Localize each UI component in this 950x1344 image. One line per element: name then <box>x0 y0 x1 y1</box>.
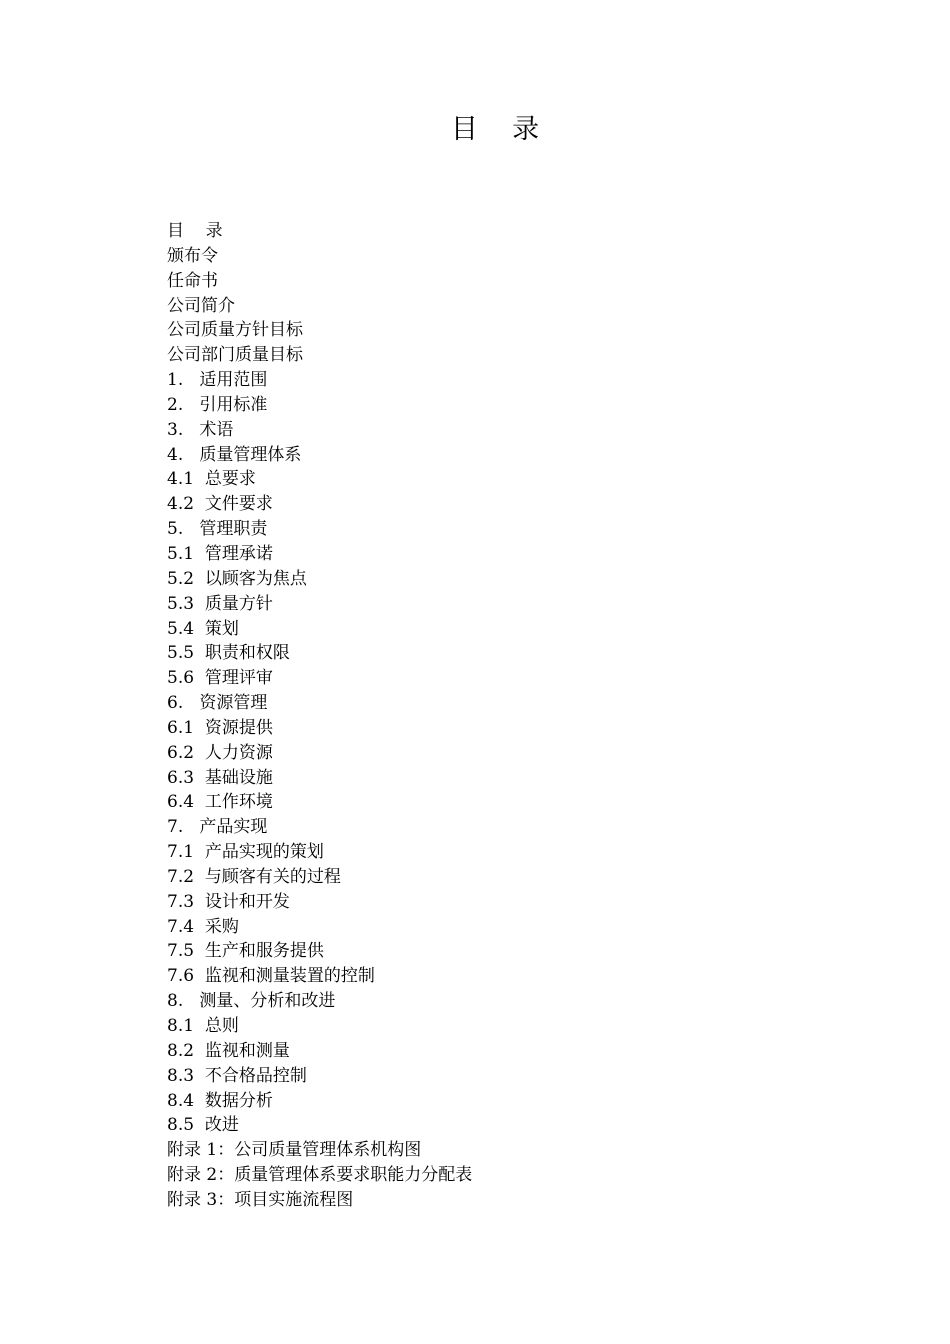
toc-entry: 1. 适用范围 <box>167 370 268 391</box>
toc-entry: 5.3 质量方针 <box>167 593 273 614</box>
toc-entry: 7.4 采购 <box>167 916 239 937</box>
toc-entry: 5.5 职责和权限 <box>167 643 290 664</box>
toc-entry: 5.2 以顾客为焦点 <box>167 568 307 589</box>
toc-entry: 7. 产品实现 <box>167 817 268 838</box>
toc-entry: 5.6 管理评审 <box>167 668 273 689</box>
toc-entry: 5. 管理职责 <box>167 519 268 540</box>
toc-entry: 4. 质量管理体系 <box>167 444 302 465</box>
toc-entry: 4.2 文件要求 <box>167 494 273 515</box>
toc-entry: 公司质量方针目标 <box>167 320 303 341</box>
toc-entry: 附录 2：质量管理体系要求职能力分配表 <box>167 1165 473 1186</box>
toc-entry: 7.1 产品实现的策划 <box>167 842 324 863</box>
toc-entry: 3. 术语 <box>167 419 234 440</box>
toc-entry: 5.1 管理承诺 <box>167 543 273 564</box>
toc-entry: 6.3 基础设施 <box>167 767 273 788</box>
toc-entry: 2. 引用标准 <box>167 394 268 415</box>
toc-entry: 8. 测量、分析和改进 <box>167 991 336 1012</box>
page-title: 目 录 <box>450 114 540 145</box>
toc-entry: 公司简介 <box>167 295 235 316</box>
toc-entry: 附录 1：公司质量管理体系机构图 <box>167 1140 422 1161</box>
toc-entry: 8.1 总则 <box>167 1016 239 1036</box>
table-of-contents <box>167 219 867 1213</box>
toc-entry: 7.3 设计和开发 <box>167 891 290 912</box>
toc-entry: 6. 资源管理 <box>167 693 268 714</box>
toc-entry: 8.3 不合格品控制 <box>167 1065 307 1086</box>
toc-entry: 8.4 数据分析 <box>167 1090 273 1111</box>
toc-entry: 颁布令 <box>167 245 218 266</box>
toc-entry: 8.2 监视和测量 <box>167 1040 290 1061</box>
toc-entry: 7.2 与顾客有关的过程 <box>167 866 341 887</box>
toc-entry: 5.4 策划 <box>167 618 239 639</box>
toc-entry: 6.2 人力资源 <box>167 742 273 763</box>
toc-entry: 公司部门质量目标 <box>167 345 303 366</box>
toc-entry: 8.5 改进 <box>167 1115 239 1136</box>
toc-entry: 任命书 <box>167 270 218 291</box>
toc-entry: 7.6 监视和测量装置的控制 <box>167 966 375 987</box>
toc-entry: 4.1 总要求 <box>167 469 256 490</box>
toc-entry: 6.4 工作环境 <box>167 792 273 813</box>
toc-entry: 6.1 资源提供 <box>167 717 273 738</box>
toc-entry: 目 录 <box>167 221 223 241</box>
toc-entry: 7.5 生产和服务提供 <box>167 941 324 962</box>
toc-entry: 附录 3：项目实施流程图 <box>167 1189 354 1210</box>
